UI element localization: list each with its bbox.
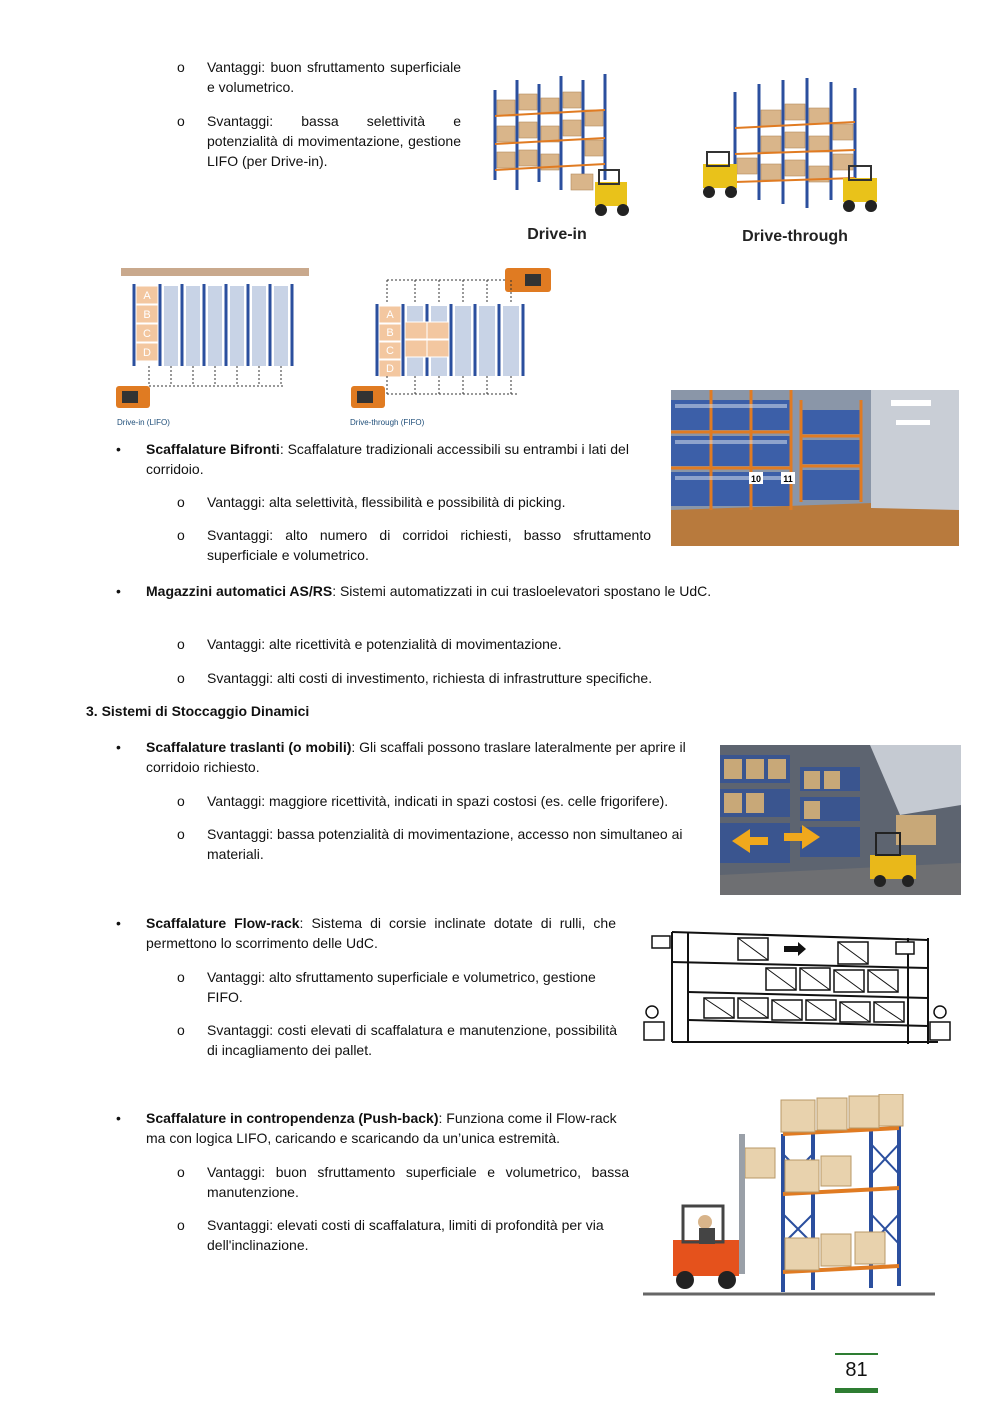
drive-through-fifo-diagram [347, 266, 555, 428]
pushback-item [146, 1108, 631, 1148]
drive-through-label: Drive-through [742, 228, 848, 245]
sub-bullet: o [177, 793, 185, 809]
bifronti-svantaggi: Svantaggi: alto numero di corridoi richiesti, basso sfruttamento superficiale e volumetrico. [207, 527, 651, 563]
sub-bullet: o [177, 969, 185, 985]
page-number-box [835, 1353, 878, 1393]
bullet: • [116, 915, 121, 931]
asrs-text: : Sistemi automatizzati in cui trasloelevatori spostano le UdC. [332, 583, 712, 599]
sub-bullet: o [177, 527, 185, 543]
asrs-item [146, 581, 716, 601]
page-number-rule-top [835, 1353, 878, 1355]
bullet: • [116, 1110, 121, 1126]
sub-bullet: o [177, 494, 185, 510]
rack-letter: A [143, 290, 151, 302]
rack-letter: C [386, 345, 394, 357]
drive-vantaggi: Vantaggi: buon sfruttamento superficiale e volumetrico. [207, 59, 461, 95]
traslanti-image [720, 745, 961, 895]
flowrack-drawing [638, 922, 956, 1054]
sub-bullet: o [177, 1217, 185, 1233]
pushback-svantaggi: Svantaggi: elevati costi di scaffalatura, limiti di profondità per via dell'inclinazione. [207, 1217, 604, 1253]
rack-letter: B [386, 327, 394, 339]
sub-bullet: o [177, 826, 185, 842]
flowrack-text: : Sistema di corsie inclinate dotate di rulli, che permettono lo scorrimento delle UdC. [146, 915, 617, 951]
asrs-vantaggi: Vantaggi: alte ricettività e potenzialità di movimentazione. [207, 636, 562, 652]
sub-bullet: o [177, 113, 185, 129]
bullet: • [116, 441, 121, 457]
pushback-title: Scaffalature in contropendenza (Push-back) [146, 1110, 439, 1126]
asrs-title: Magazzini automatici AS/RS [146, 583, 333, 599]
page-number: 81 [845, 1359, 868, 1381]
traslanti-title: Scaffalature traslanti (o mobili) [146, 739, 352, 755]
bullet: • [116, 583, 121, 599]
asrs-svantaggi: Svantaggi: alti costi di investimento, richiesta di infrastrutture specifiche. [207, 670, 653, 686]
section-heading: 3. Sistemi di Stoccaggio Dinamici [86, 703, 310, 719]
bifronti-text: : Scaffalature tradizionali accessibili su entrambi i lati del corridoio. [146, 441, 629, 477]
drive-svantaggi: Svantaggi: bassa selettività e potenzialità di movimentazione, gestione LIFO (per Drive-in). [207, 113, 461, 169]
drive-in-label: Drive-in [527, 226, 587, 243]
bullet: • [116, 739, 121, 755]
flowrack-svantaggi: Svantaggi: costi elevati di scaffalatura e manutenzione, possibilità di incagliamento dei pallet. [207, 1022, 617, 1058]
rack-letter: B [143, 309, 151, 321]
pushback-text: : Funziona come il Flow-rack ma con logica LIFO, caricando e scaricando da un’unica estremità. [146, 1110, 617, 1146]
flowrack-item [146, 913, 616, 953]
sub-bullet: o [177, 1022, 185, 1038]
drive-in-image [487, 70, 637, 220]
traslanti-item [146, 737, 706, 777]
rack-letter: C [143, 328, 151, 340]
flowrack-vantaggi: Vantaggi: alto sfruttamento superficiale e volumetrico, gestione FIFO. [207, 969, 596, 1005]
sub-bullet: o [177, 670, 185, 686]
page-number-rule-bottom [835, 1388, 878, 1393]
traslanti-vantaggi: Vantaggi: maggiore ricettività, indicati in spazi costosi (es. celle frigorifere). [207, 793, 669, 809]
rack-letter: D [143, 347, 151, 359]
rack-letter: D [386, 363, 394, 375]
sub-bullet: o [177, 636, 185, 652]
bifronti-image [671, 390, 959, 546]
drive-through-image [697, 74, 895, 222]
sub-bullet: o [177, 59, 185, 75]
pushback-image [643, 1094, 938, 1300]
pushback-vantaggi: Vantaggi: buon sfruttamento superficiale e volumetrico, bassa manutenzione. [207, 1164, 629, 1200]
bifronti-title: Scaffalature Bifronti [146, 441, 280, 457]
bifronti-vantaggi: Vantaggi: alta selettività, flessibilità e possibilità di picking. [207, 494, 566, 510]
rack-number-10: 10 [750, 474, 762, 484]
flowrack-title: Scaffalature Flow-rack [146, 915, 300, 931]
drive-through-fifo-label: Drive-through (FIFO) [350, 418, 425, 427]
rack-number-11: 11 [783, 474, 793, 484]
drive-in-lifo-diagram [114, 266, 314, 428]
sub-bullet: o [177, 1164, 185, 1180]
traslanti-text: : Gli scaffali possono traslare lateralmente per aprire il corridoio richiesto. [146, 739, 686, 775]
rack-letter: A [386, 309, 394, 321]
traslanti-svantaggi: Svantaggi: bassa potenzialità di movimentazione, accesso non simultaneo ai materiali. [207, 826, 683, 862]
drive-in-lifo-label: Drive-in (LIFO) [117, 418, 170, 427]
bifronti-item [146, 439, 651, 479]
